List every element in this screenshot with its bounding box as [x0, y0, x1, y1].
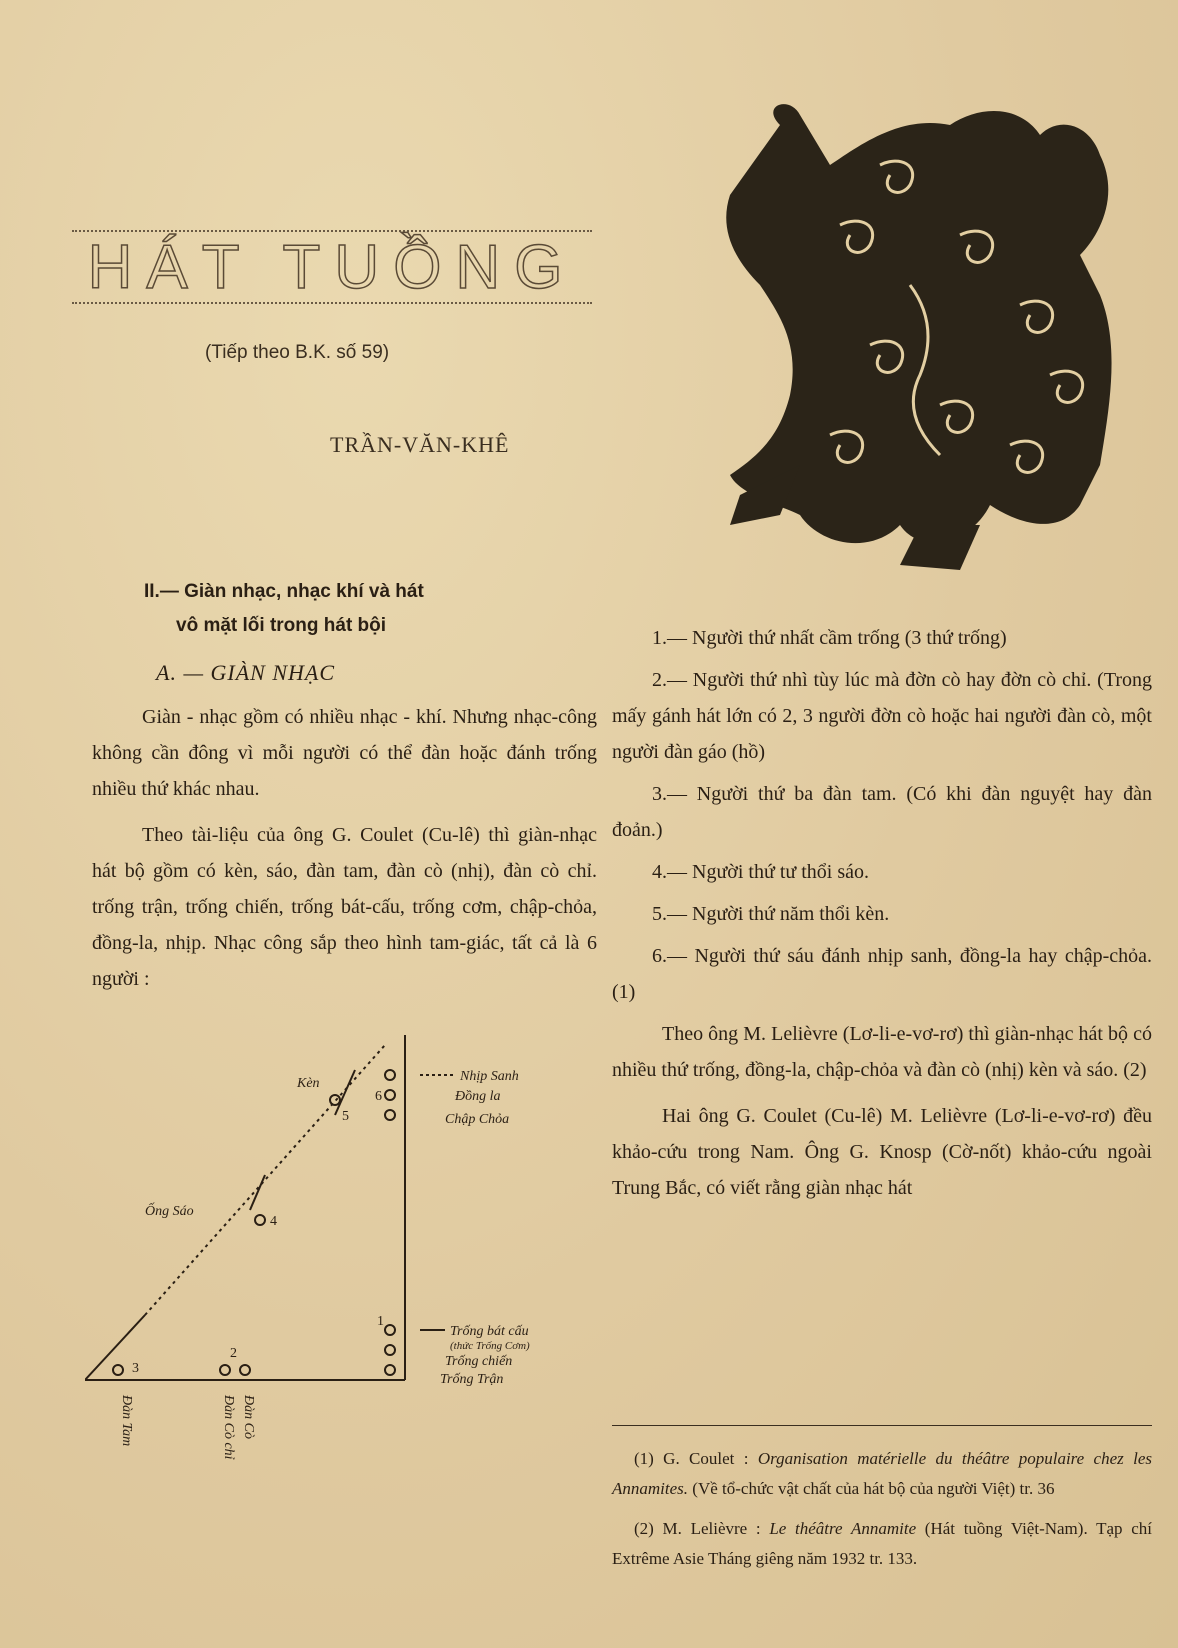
section-title-line2: vô mặt lối trong hát bội [176, 615, 387, 636]
right-paragraph-1: Theo ông M. Lelièvre (Lơ-li-e-vơ-rơ) thì giàn-nhạc hát bộ có nhiều thứ trống, đồng-la, chập-chỏa và đàn cò (nhị) kèn và sáo. (2) [612, 1023, 1152, 1081]
opera-figure-illustration [720, 85, 1160, 585]
musician-item-6: 6.— Người thứ sáu đánh nhịp sanh, đồng-la hay chập-chỏa. (1) [612, 945, 1152, 1003]
orchestra-seating-diagram [85, 1025, 585, 1545]
label-num-3: 3 [132, 1361, 139, 1376]
footnote-2-ref: (2) M. Lelièvre : [634, 1519, 770, 1538]
seat-1-top [385, 1325, 395, 1335]
seat-1-bot [385, 1365, 395, 1375]
footnote-2 [612, 1514, 1152, 1574]
sao-stroke [250, 1175, 265, 1210]
label-dan-co-chi: Đàn Cò chỉ [221, 1395, 236, 1460]
seat-3 [113, 1365, 123, 1375]
seat-2a [220, 1365, 230, 1375]
right-paragraph-2: Hai ông G. Coulet (Cu-lê) M. Lelièvre (Lơ-li-e-vơ-rơ) đều khảo-cứu trong Nam. Ông G. Knosp (Cờ-nốt) khảo-cứu ngoài Trung Bắc, có viết rằng giàn nhạc hát [612, 1105, 1152, 1199]
label-trong-chien: Trống chiến [445, 1354, 513, 1369]
label-trong-bat-cau: Trống bát cấu [450, 1324, 529, 1339]
section-title [144, 575, 597, 643]
article-author: TRẦN-VĂN-KHÊ [330, 432, 510, 457]
label-chap-choa: Chập Chỏa [445, 1112, 510, 1127]
label-num-5: 5 [342, 1109, 349, 1124]
musician-item-4: 4.— Người thứ tư thổi sáo. [652, 861, 869, 883]
footnote-1-note: (Về tổ-chức vật chất của hát bộ của người Việt) tr. 36 [688, 1479, 1055, 1498]
article-title: HÁT TUỒNG [87, 232, 577, 302]
label-num-1: 1 [377, 1314, 384, 1329]
footnote-1-ref: (1) G. Coulet : [634, 1449, 758, 1468]
label-ken: Kèn [297, 1076, 320, 1091]
footnote-2-title: Le théâtre Annamite [769, 1519, 917, 1538]
label-num-2: 2 [230, 1346, 237, 1361]
left-paragraph-2: Theo tài-liệu của ông G. Coulet (Cu-lê) thì giàn-nhạc hát bộ gồm có kèn, sáo, đàn tam, đàn cò (nhị), đàn cò chỉ. trống trận, trống chiến, trống bát-cấu, trống cơm, chập-chỏa, đồng-la, nhịp. Nhạc công sắp theo hình tam-giác, tất cả là 6 người : [92, 824, 597, 990]
label-dan-co: Đàn Cò [241, 1395, 256, 1439]
title-frame [72, 230, 592, 304]
seat-4 [255, 1215, 265, 1225]
musician-item-1: 1.— Người thứ nhất cầm trống (3 thứ trống) [652, 627, 1007, 649]
seat-6-mid [385, 1090, 395, 1100]
article-subtitle: (Tiếp theo B.K. số 59) [205, 342, 390, 363]
seat-2b [240, 1365, 250, 1375]
musician-item-3: 3.— Người thứ ba đàn tam. (Có khi đàn nguyệt hay đàn đoản.) [612, 783, 1152, 841]
musician-item-2: 2.— Người thứ nhì tùy lúc mà đờn cò hay đờn cò chỉ. (Trong mấy gánh hát lớn có 2, 3 người đờn cò hoặc hai người đàn cò, một người đàn gáo (hồ) [612, 669, 1152, 763]
label-num-4: 4 [270, 1214, 277, 1229]
musician-item-5: 5.— Người thứ năm thổi kèn. [652, 903, 890, 925]
footnote-1 [612, 1444, 1152, 1504]
seat-6-top [385, 1070, 395, 1080]
sub-heading: A. — GIÀN NHẠC [156, 660, 335, 685]
label-ong-sao: Ống Sáo [145, 1204, 194, 1219]
footnote-1-title: Organisation matérielle du théâtre populaire chez les Annamites. [612, 1449, 1153, 1498]
right-column [612, 620, 1152, 1216]
seat-5 [330, 1095, 340, 1105]
label-trong-tran: Trống Trận [440, 1372, 504, 1387]
seat-1-mid [385, 1345, 395, 1355]
label-dan-tam: Đàn Tam [119, 1395, 134, 1447]
footnotes [612, 1425, 1152, 1584]
seat-6-bot [385, 1110, 395, 1120]
label-thuc-trong-com: (thức Trống Cơm) [450, 1340, 530, 1352]
footnote-2-note: (Hát tuồng Việt-Nam). Tạp chí Extrême Asie Tháng giêng năm 1932 tr. 133. [612, 1519, 1152, 1568]
label-dong-la: Đồng la [455, 1089, 501, 1104]
left-column [92, 575, 597, 1007]
label-nhip-sanh: Nhịp Sanh [460, 1069, 519, 1084]
section-title-line1: II.— Giàn nhạc, nhạc khí và hát [144, 581, 424, 602]
left-paragraph-1: Giàn - nhạc gồm có nhiều nhạc - khí. Nhưng nhạc-công không cần đông vì mỗi người có thể đàn hoặc đánh trống nhiều thứ khác nhau. [92, 706, 597, 800]
label-num-6: 6 [375, 1089, 382, 1104]
